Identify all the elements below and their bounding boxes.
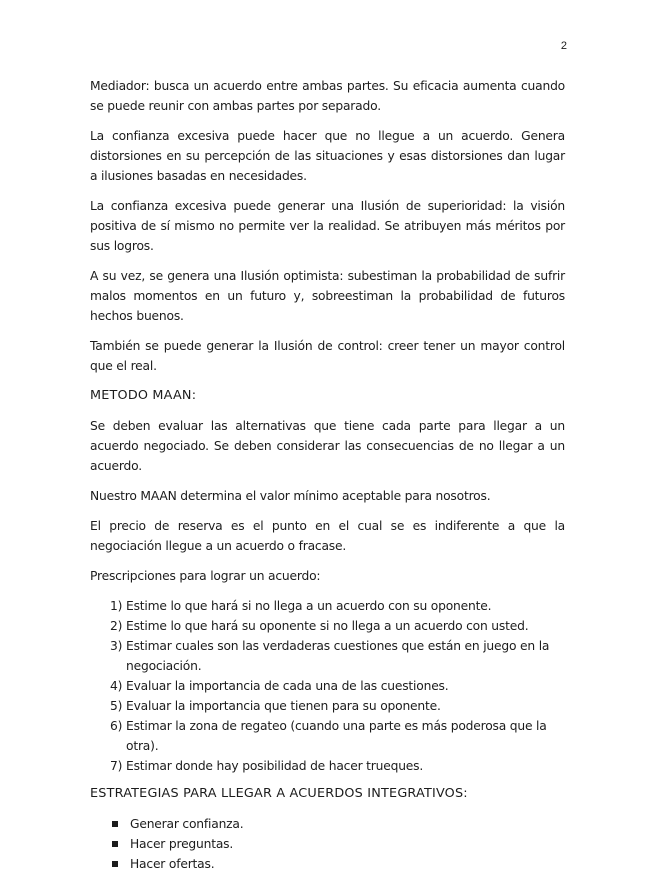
list-item-text: Estime lo que hará si no llega a un acuerdo con su oponente. <box>126 599 492 613</box>
list-item-text: Evaluar la importancia que tienen para su oponente. <box>126 699 441 713</box>
square-bullet-icon <box>112 841 118 847</box>
list-item-text: Hacer preguntas. <box>130 837 234 851</box>
list-item <box>110 616 565 636</box>
list-item <box>112 834 565 854</box>
list-item-text: Estimar donde hay posibilidad de hacer trueques. <box>126 759 424 773</box>
list-item-text: Hacer ofertas. <box>130 857 215 871</box>
list-item <box>110 756 565 776</box>
list-item <box>112 814 565 834</box>
prescriptions-list <box>90 596 565 776</box>
paragraph-nuestro-maan: Nuestro MAAN determina el valor mínimo aceptable para nosotros. <box>90 489 491 503</box>
list-item-number: 7) <box>110 759 123 773</box>
heading-metodo-maan: METODO MAAN: <box>90 388 197 403</box>
list-item-text: Estimar la zona de regateo (cuando una parte es más poderosa que la otra). <box>126 719 547 753</box>
square-bullet-icon <box>112 821 118 827</box>
paragraph-ilusion-optimista: A su vez, se genera una Ilusión optimista: subestiman la probabilidad de sufrir malos momentos en un futuro y, sobreestiman la probabilidad de futuros hechos buenos. <box>90 269 565 323</box>
heading-estrategias: ESTRATEGIAS PARA LLEGAR A ACUERDOS INTEGRATIVOS: <box>90 786 468 801</box>
list-item-number: 6) <box>110 719 123 733</box>
list-item <box>110 696 565 716</box>
paragraph-precio-reserva: El precio de reserva es el punto en el cual se es indiferente a que la negociación llegue a un acuerdo o fracase. <box>90 519 565 553</box>
page-number: 2 <box>560 40 567 52</box>
paragraph-confianza-excesiva: La confianza excesiva puede hacer que no llegue a un acuerdo. Genera distorsiones en su percepción de las situaciones y esas distorsiones dan lugar a ilusiones basadas en necesidades. <box>90 129 565 183</box>
paragraph-ilusion-superioridad: La confianza excesiva puede generar una Ilusión de superioridad: la visión positiva de sí mismo no permite ver la realidad. Se atribuyen más méritos por sus logros. <box>90 199 565 253</box>
strategies-list <box>90 814 565 874</box>
paragraph-evaluar-alternativas: Se deben evaluar las alternativas que tiene cada parte para llegar a un acuerdo negociado. Se deben considerar las consecuencias de no llegar a un acuerdo. <box>90 419 565 473</box>
square-bullet-icon <box>112 861 118 867</box>
list-item-number: 2) <box>110 619 123 633</box>
list-item <box>110 596 565 616</box>
list-item-text: Evaluar la importancia de cada una de las cuestiones. <box>126 679 449 693</box>
list-item <box>110 676 565 696</box>
list-item-number: 4) <box>110 679 123 693</box>
document-body <box>90 76 565 874</box>
paragraph-prescripciones-intro: Prescripciones para lograr un acuerdo: <box>90 569 321 583</box>
list-item-text: Estime lo que hará su oponente si no llega a un acuerdo con usted. <box>126 619 529 633</box>
paragraph-mediador: Mediador: busca un acuerdo entre ambas partes. Su eficacia aumenta cuando se puede reunir con ambas partes por separado. <box>90 79 565 113</box>
list-item <box>112 854 565 874</box>
paragraph-ilusion-control: También se puede generar la Ilusión de control: creer tener un mayor control que el real. <box>90 339 565 373</box>
list-item <box>110 636 565 676</box>
list-item-text: Estimar cuales son las verdaderas cuestiones que están en juego en la negociación. <box>126 639 550 673</box>
list-item-number: 1) <box>110 599 123 613</box>
list-item-number: 5) <box>110 699 123 713</box>
list-item <box>110 716 565 756</box>
list-item-number: 3) <box>110 639 123 653</box>
list-item-text: Generar confianza. <box>130 817 244 831</box>
